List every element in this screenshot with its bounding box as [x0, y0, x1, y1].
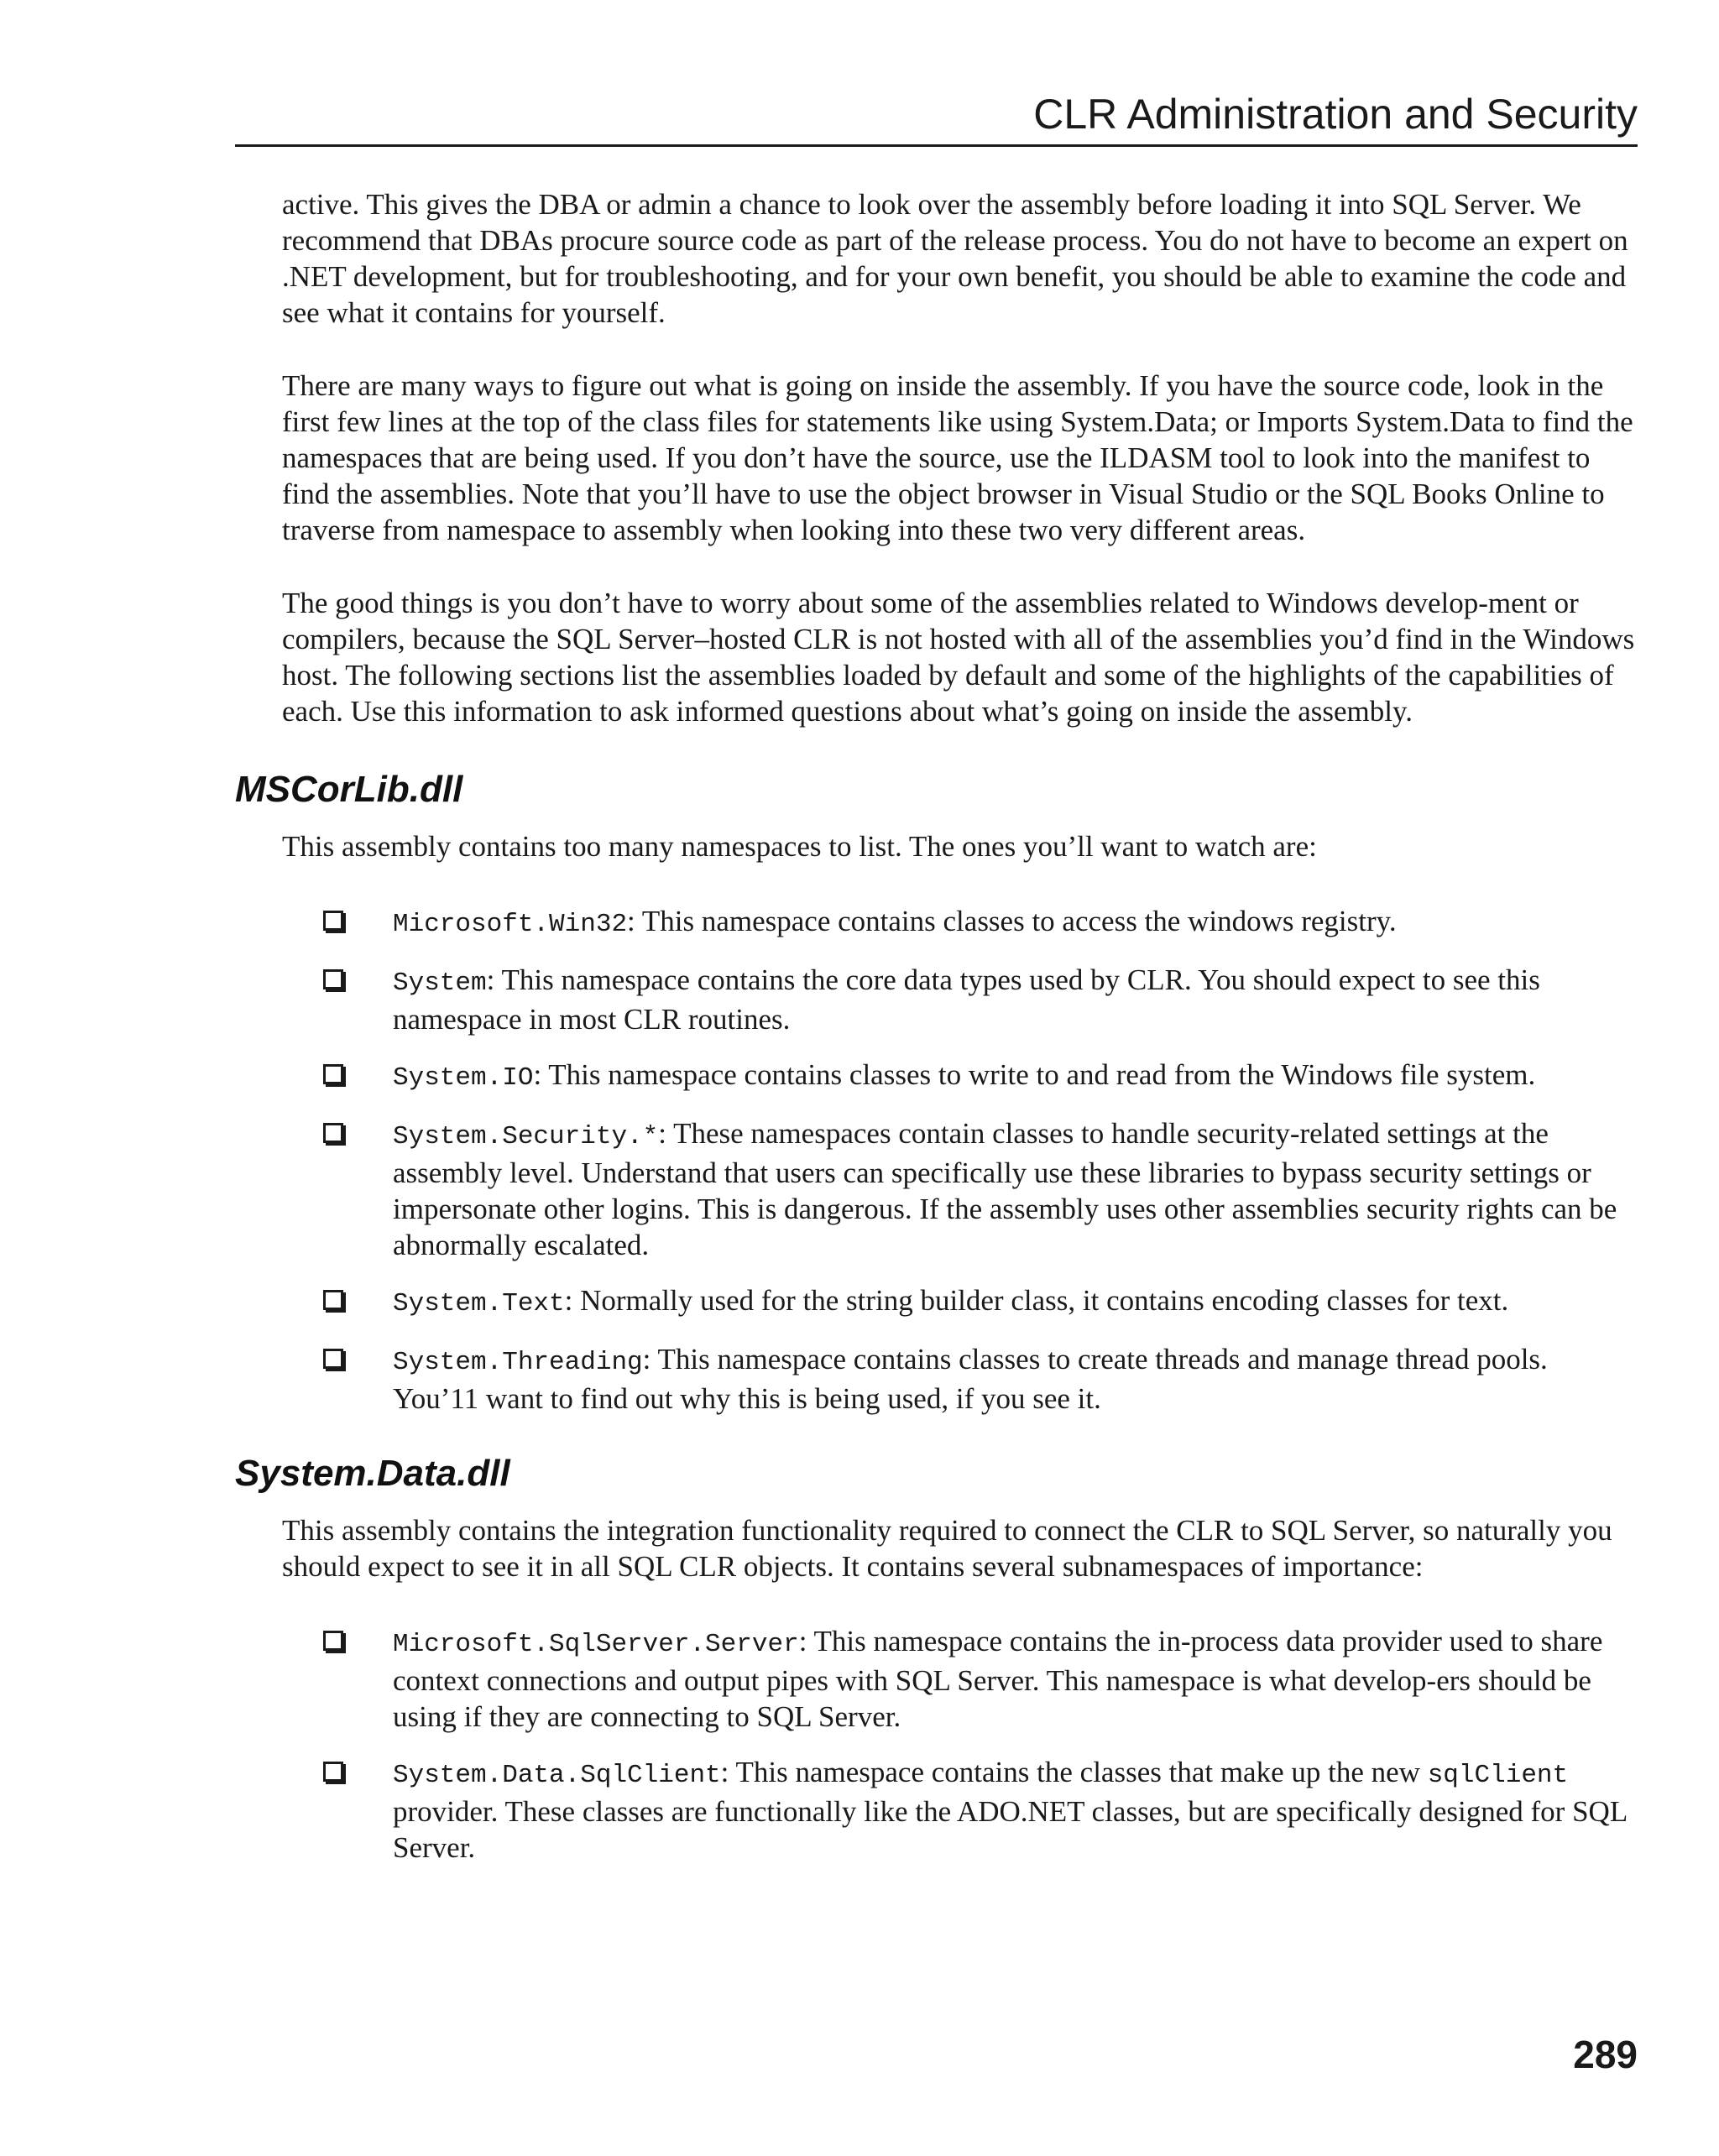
inline-code: sqlClient [1427, 1761, 1569, 1790]
list-item [235, 1282, 1638, 1322]
namespace-description: : This namespace contains classes to write to and read from the Windows file system. [533, 1058, 1536, 1091]
section-intro-mscorlib: This assembly contains too many namespaces to list. The ones you’ll want to watch are: [282, 830, 1317, 863]
namespace-description: : This namespace contains classes to access the windows registry. [627, 905, 1397, 937]
checkbox-bullet-icon [323, 1123, 343, 1143]
namespace-code: System [393, 968, 487, 998]
list-item [235, 1057, 1638, 1096]
namespace-code: System.Threading [393, 1348, 643, 1377]
namespace-description: : Normally used for the string builder class, it contains encoding classes for text. [564, 1284, 1509, 1317]
namespace-description: : These namespaces contain classes to handle security-related settings at the assembly level. Understand that users can specifically use these libraries to bypass security settings or impersonate other logins. This is dangerous. If the assembly uses other assemblies security rights can be abnormally escalated. [393, 1117, 1617, 1261]
namespace-code: System.Text [393, 1289, 565, 1318]
namespace-code: System.IO [393, 1063, 534, 1093]
list-item [235, 1115, 1638, 1263]
section-heading-mscorlib: MSCorLib.dll [235, 769, 463, 810]
page-body [235, 186, 1638, 1899]
running-head: CLR Administration and Security [235, 84, 1638, 147]
checkbox-bullet-icon [323, 1631, 343, 1651]
list-item [235, 903, 1638, 942]
namespace-code: Microsoft.Win32 [393, 910, 628, 939]
namespace-list-mscorlib [235, 903, 1638, 1417]
list-item [235, 1754, 1638, 1866]
namespace-description: : This namespace contains classes to create threads and manage thread pools. You’11 want to find out why this is being used, if you see it. [393, 1343, 1548, 1415]
namespace-description: : This namespace contains the core data types used by CLR. You should expect to see this namespace in most CLR routines. [393, 963, 1540, 1036]
list-item [235, 962, 1638, 1037]
checkbox-bullet-icon [323, 969, 343, 989]
list-item [235, 1341, 1638, 1417]
body-paragraph-3: The good things is you don’t have to worry about some of the assemblies related to Windows develop-ment or compilers, because the SQL Server–hosted CLR is not hosted with all of the assemblies you’d find in the Windows host. The following sections list the assemblies loaded by default and some of the highlights of the capabilities of each. Use this information to ask informed questions about what’s going on inside the assembly. [282, 587, 1635, 728]
list-item [235, 1623, 1638, 1735]
checkbox-bullet-icon [323, 1064, 343, 1084]
body-paragraph-2: There are many ways to figure out what is going on inside the assembly. If you have the source code, look in the first few lines at the top of the class files for statements like using System.Data; or Imports System.Data to find the namespaces that are being used. If you don’t have the source, use the ILDASM tool to look into the manifest to find the assemblies. Note that you’ll have to use the object browser in Visual Studio or the SQL Books Online to traverse from namespace to assembly when looking into these two very different areas. [282, 369, 1633, 546]
checkbox-bullet-icon [323, 911, 343, 931]
page-number: 289 [1573, 2033, 1638, 2076]
namespace-description-continued: provider. These classes are functionally like the ADO.NET classes, but are specifically designed for SQL Server. [393, 1795, 1627, 1864]
body-paragraph-1: active. This gives the DBA or admin a chance to look over the assembly before loading it into SQL Server. We recommend that DBAs procure source code as part of the release process. You do not have to become an expert on .NET development, but for troubleshooting, and for your own benefit, you should be able to examine the code and see what it contains for yourself. [282, 188, 1628, 329]
checkbox-bullet-icon [323, 1349, 343, 1369]
checkbox-bullet-icon [323, 1762, 343, 1782]
section-heading-system-data: System.Data.dll [235, 1453, 510, 1494]
namespace-description: : This namespace contains the in-process data provider used to share context connections and output pipes with SQL Server. This namespace is what develop-ers should be using if they are connecting to SQL Server. [393, 1625, 1603, 1733]
checkbox-bullet-icon [323, 1290, 343, 1310]
namespace-description: : This namespace contains the classes that make up the new [720, 1756, 1428, 1788]
section-intro-system-data: This assembly contains the integration functionality required to connect the CLR to SQL Server, so naturally you should expect to see it in all SQL CLR objects. It contains several subnamespaces of importance: [282, 1514, 1612, 1583]
namespace-code: System.Security.* [393, 1122, 659, 1151]
namespace-code: Microsoft.SqlServer.Server [393, 1630, 799, 1659]
namespace-code: System.Data.SqlClient [393, 1761, 721, 1790]
namespace-list-system-data [235, 1623, 1638, 1866]
